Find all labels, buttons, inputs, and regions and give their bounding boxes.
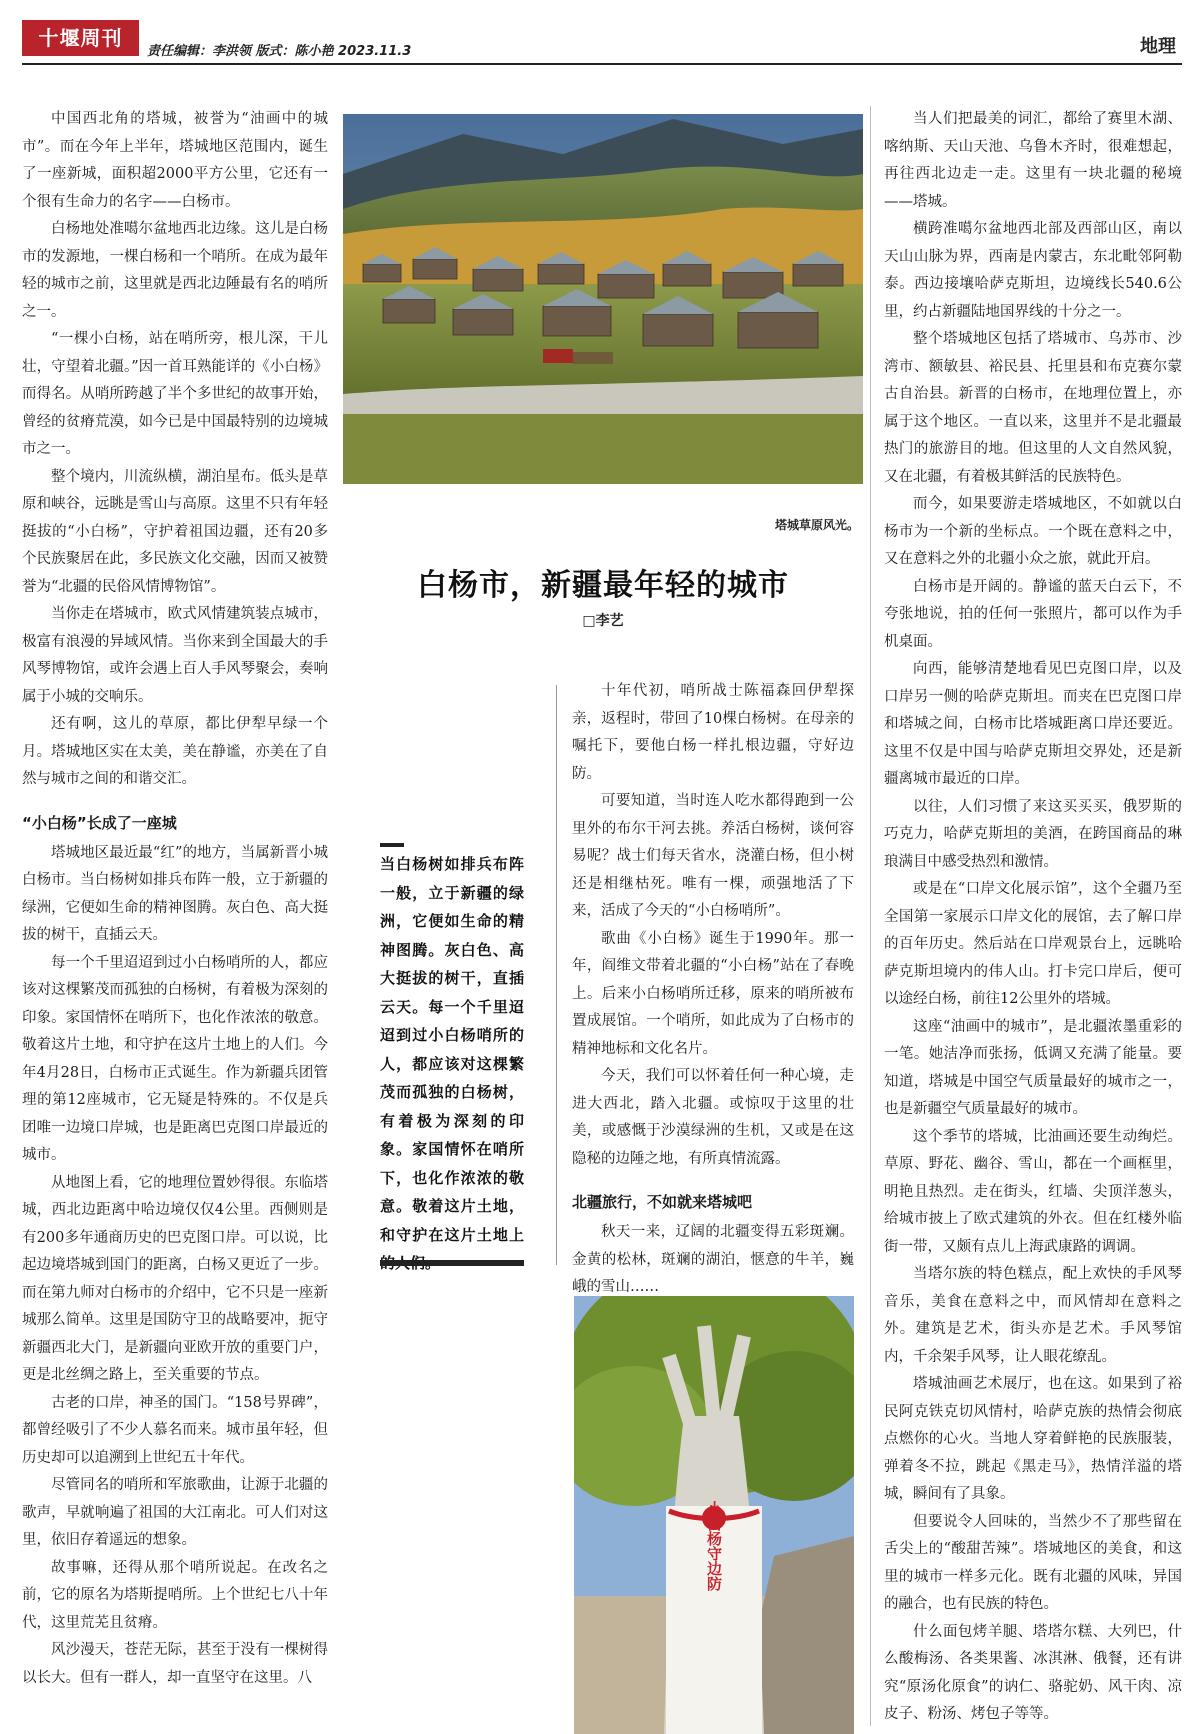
section-label: 地理 <box>1140 36 1176 57</box>
paragraph: 古老的口岸，神圣的国门。“158号界碑”，都曾经吸引了不少人慕名而来。城市虽年轻，但历史却可以追溯到上世纪五十年代。 <box>22 1394 328 1466</box>
paragraph: 什么面包烤羊腿、塔塔尔糕、大列巴，什么酸梅汤、各类果酱、冰淇淋、俄餐，还有讲究“原汤化原食”的讷仁、骆驼奶、风干肉、凉皮子、粉汤、烤包子等等。 <box>884 1623 1182 1722</box>
paragraph: 这个季节的塔城，比油画还要生动绚烂。草原、野花、幽谷、雪山，都在一个画框里，明艳且热烈。走在街头，红墙、尖顶洋葱头，给城市披上了欧式建筑的外衣。但在红楼外临街一带，又颇有点儿上海武康路的调调。 <box>884 1128 1182 1255</box>
paragraph: 白杨地处准噶尔盆地西北边缘。这儿是白杨市的发源地，一棵白杨和一个哨所。在成为最年轻的城市之前，这里就是西北边陲最有名的哨所之一。 <box>22 221 328 320</box>
paragraph: 向西，能够清楚地看见巴克图口岸，以及口岸另一侧的哈萨克斯坦。而夹在巴克图口岸和塔城之间，白杨市比塔城距离口岸还要近。这里不仅是中国与哈萨克斯坦交界处，还是新疆离城市最近的口岸。 <box>884 661 1182 787</box>
header-rule <box>22 63 1182 65</box>
newspaper-logo: 十堰周刊 <box>22 20 139 56</box>
paragraph: 故事嘛，还得从那个哨所说起。在改名之前，它的原名为塔斯提哨所。上个世纪七八十年代，这里荒芜且贫瘠。 <box>22 1559 328 1631</box>
article-column-3 <box>572 678 854 1302</box>
paragraph: 每一个千里迢迢到过小白杨哨所的人，都应该对这棵繁茂而孤独的白杨树，有着极为深刻的印象。家国情怀在哨所下，也化作浓浓的敬意。敬着这片土地，和守护在这片土地上的人们。今年4月28日，白杨市正式诞生。作为新疆兵团管理的第12座城市，它无疑是特殊的。不仅是兵团唯一边境口岸城，也是距离巴克图口岸最近的城市。 <box>22 954 328 1163</box>
paragraph: 中国西北角的塔城，被誉为“油画中的城市”。而在今年上半年，塔城地区范围内，诞生了一座新城，面积超2000平方公里，它还有一个很有生命力的名字——白杨市。 <box>22 111 328 210</box>
paragraph: 以往，人们习惯了来这买买买，俄罗斯的巧克力，哈萨克斯坦的美酒，在跨国商品的琳琅满目中感受热烈和激情。 <box>884 798 1182 870</box>
editor-meta: 责任编辑：李洪领 版式：陈小艳 2023.11.3 <box>147 44 412 59</box>
quote-bar-top <box>380 843 404 847</box>
paragraph: “一棵小白杨，站在哨所旁，根儿深，干儿壮，守望着北疆。”因一首耳熟能详的《小白杨》而得名。从哨所跨越了半个多世纪的故事开始，曾经的贫瘠荒漠，如今已是中国最特别的边境城市之一。 <box>22 331 328 457</box>
paragraph: 今天，我们可以怀着任何一种心境，走进大西北，踏入北疆。或惊叹于这里的壮美，或感慨于沙漠绿洲的生机，又或是在这隐秘的边陲之地，有所真情流露。 <box>572 1068 854 1167</box>
column-divider <box>870 106 871 1726</box>
paragraph: 从地图上看，它的地理位置妙得很。东临塔城，西北边距离中哈边境仅仅4公里。西侧则是有200多年通商历史的巴克图口岸。可以说，比起边境塔城到国门的距离，白杨又更近了一步。而在第九师对白杨市的介绍中，它不只是一座新城那么简单。这里是国防守卫的战略要冲，扼守新疆西北大门，是新疆向亚欧开放的重要门户，更是北丝绸之路上，至关重要的节点。 <box>22 1174 328 1383</box>
paragraph: 整个境内，川流纵横，湖泊星布。低头是草原和峡谷，远眺是雪山与高原。这里不只有年轻挺拔的“小白杨”，守护着祖国边疆，还有20多个民族聚居在此，多民族文化交融，因而又被赞誉为“北疆的民俗风情博物馆”。 <box>22 468 328 595</box>
subheading: 北疆旅行，不如就来塔城吧 <box>572 1193 753 1211</box>
grassland-photo <box>343 114 863 484</box>
paragraph: 但要说令人回味的，当然少不了那些留在舌尖上的“酸甜苦辣”。塔城地区的美食，和这里的城市一样多元化。既有北疆的风味，异国的融合，也有民族的特色。 <box>884 1513 1182 1612</box>
paragraph: 秋天一来，辽阔的北疆变得五彩斑斓。金黄的松林，斑斓的湖泊，惬意的牛羊，巍峨的雪山…… <box>572 1224 854 1295</box>
paragraph: 十年代初，哨所战士陈福森回伊犁探亲，返程时，带回了10棵白杨树。在母亲的嘱托下，要他白杨一样扎根边疆，守好边防。 <box>572 683 854 782</box>
trunk-slogan: 小白杨守边防 <box>705 1501 723 1591</box>
paragraph: 当塔尔族的特色糕点，配上欢快的手风琴音乐，美食在意料之中，而风情却在意料之外。建筑是艺术，街头亦是艺术。手风琴馆内，千余架手风琴，让人眼花缭乱。 <box>884 1266 1182 1365</box>
paragraph: 这座“油画中的城市”，是北疆浓墨重彩的一笔。她洁净而张扬，低调又充满了能量。要知道，塔城是中国空气质量最好的城市之一，也是新疆空气质量最好的城市。 <box>884 1018 1182 1117</box>
paragraph: 横跨准噶尔盆地西北部及西部山区，南以天山山脉为界，西南是内蒙古，东北毗邻阿勒泰。西边接壤哈萨克斯坦，边境线长540.6公里，约占新疆陆地国界线的十分之一。 <box>884 221 1182 320</box>
paragraph: 歌曲《小白杨》诞生于1990年。那一年，阎维文带着北疆的“小白杨”站在了春晚上。后来小白杨哨所迁移，原来的哨所被布置成展馆。一个哨所，如此成为了白杨市的精神地标和文化名片。 <box>572 930 854 1057</box>
paragraph: 当人们把最美的词汇，都给了赛里木湖、喀纳斯、天山天池、乌鲁木齐时，很难想起，再往西北边走一走。这里有一块北疆的秘境——塔城。 <box>884 111 1182 210</box>
paragraph: 塔城地区最近最“红”的地方，当属新晋小城白杨市。当白杨树如排兵布阵一般，立于新疆的绿洲，它便如生命的精神图腾。灰白色、高大挺拔的树干，直插云天。 <box>22 844 328 943</box>
column-divider <box>556 685 557 1265</box>
paragraph: 风沙漫天，苍茫无际，甚至于没有一棵树得以长大。但有一群人，却一直坚守在这里。八 <box>22 1642 328 1686</box>
paragraph: 可要知道，当时连人吃水都得跑到一公里外的布尔干河去挑。养活白杨树，谈何容易呢？战士们每天省水，浇灌白杨，但小树还是相继枯死。唯有一棵，顽强地活了下来，活成了今天的“小白杨哨所”。 <box>572 793 854 919</box>
paragraph: 而今，如果要游走塔城地区，不如就以白杨市为一个新的坐标点。一个既在意料之中，又在意料之外的北疆小众之旅，就此开启。 <box>884 496 1182 567</box>
article-column-4 <box>884 106 1182 1729</box>
paragraph: 白杨市是开阔的。静谧的蓝天白云下，不夸张地说，拍的任何一张照片，都可以作为手机桌面。 <box>884 578 1182 650</box>
paragraph: 整个塔城地区包括了塔城市、乌苏市、沙湾市、额敏县、裕民县、托里县和布克赛尔蒙古自治县。新晋的白杨市，在地理位置上，亦属于这个地区。一直以来，这里并不是北疆最热门的旅游目的地。但这里的人文自然风貌，又在北疆，有着极其鲜活的民族特色。 <box>884 331 1182 485</box>
poplar-tree-photo <box>574 1296 854 1734</box>
byline: □李艺 <box>582 613 624 629</box>
pull-quote: 当白杨树如排兵布阵一般，立于新疆的绿洲，它便如生命的精神图腾。灰白色、高大挺拔的树干，直插云天。每一个千里迢迢到过小白杨哨所的人，都应该对这棵繁茂而孤独的白杨树，有着极为深刻的印象。家国情怀在哨所下，也化作浓浓的敬意。敬着这片土地，和守护在这片土地上 <box>380 855 524 1244</box>
paragraph: 尽管同名的哨所和军旅歌曲，让源于北疆的歌声，早就响遍了祖国的大江南北。可人们对这里，依旧存着遥远的想象。 <box>22 1477 328 1548</box>
paragraph: 塔城油画艺术展厅，也在这。如果到了裕民阿克铁克切风情村，哈萨克族的热情会彻底点燃你的心火。当地人穿着鲜艳的民族服装，弹着冬不拉，跳起《黑走马》，热情洋溢的塔城，瞬间有了具象。 <box>884 1376 1182 1502</box>
headline: 白杨市，新疆最年轻的城市 <box>417 568 789 603</box>
paragraph: 或是在“口岸文化展示馆”，这个全疆乃至全国第一家展示口岸文化的展馆，去了解口岸的百年历史。然后站在口岸观景台上，远眺哈萨克斯坦境内的伟人山。打卡完口岸后，便可以途经白杨，前往12公里外的塔城。 <box>884 881 1182 1007</box>
subheading: “小白杨”长成了一座城 <box>22 813 177 832</box>
masthead <box>22 18 1182 66</box>
photo-caption: 塔城草原风光。 <box>774 518 859 532</box>
paragraph: 当你走在塔城市，欧式风情建筑装点城市，极富有浪漫的异域风情。当你来到全国最大的手风琴博物馆，或许会遇上百人手风琴聚会，奏响属于小城的交响乐。 <box>22 606 328 705</box>
article-column-1 <box>22 106 328 1692</box>
paragraph: 还有啊，这儿的草原，都比伊犁早绿一个月。塔城地区实在太美，美在静谧，亦美在了自然与城市之间的和谐交汇。 <box>22 716 328 787</box>
quote-bar-bottom <box>380 1260 524 1266</box>
